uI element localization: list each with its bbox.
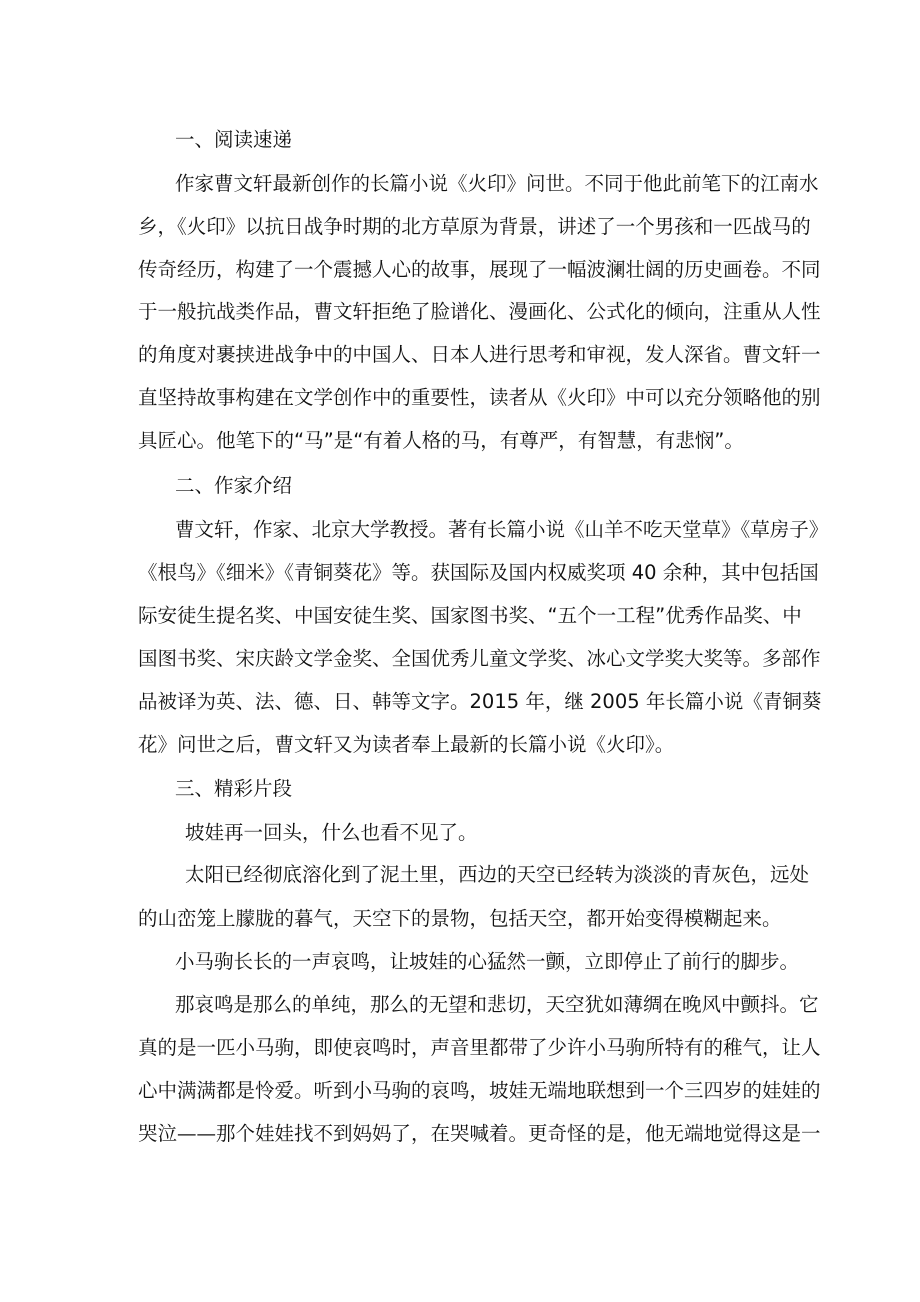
excerpt-line-7: 心中满满都是怜爱。听到小马驹的哀鸣，坡娃无端地联想到一个三四岁的娃娃的 (138, 1079, 821, 1102)
section3-heading: 三、精彩片段 (175, 777, 293, 800)
excerpt-line-3: 的山峦笼上朦胧的暮气，天空下的景物，包括天空，都开始变得模糊起来。 (138, 907, 782, 930)
section2-line-3: 际安徒生提名奖、中国安徒生奖、国家图书奖、“五个一工程”优秀作品奖、中 (138, 604, 802, 627)
section1-line-4: 于一般抗战类作品，曹文轩拒绝了脸谱化、漫画化、公式化的倾向，注重从人性 (138, 300, 821, 323)
excerpt-line-1: 坡娃再一回头，什么也看不见了。 (185, 821, 478, 844)
section1-line-7: 具匠心。他笔下的“马”是“有着人格的马，有尊严，有智慧，有悲悯”。 (138, 429, 744, 452)
excerpt-line-5: 那哀鸣是那么的单纯，那么的无望和悲切，天空犹如薄绸在晚风中颤抖。它 (175, 993, 819, 1016)
section1-line-1: 作家曹文轩最新创作的长篇小说《火印》问世。不同于他此前笔下的江南水 (175, 172, 819, 195)
section2-line-2: 《根鸟》《细米》《青铜葵花》等。获国际及国内权威奖项 40 余种，其中包括国 (138, 561, 819, 584)
section1-line-2: 乡，《火印》以抗日战争时期的北方草原为背景，讲述了一个男孩和一匹战马的 (138, 215, 811, 238)
section2-line-6: 花》问世之后，曹文轩又为读者奉上最新的长篇小说《火印》。 (138, 733, 675, 756)
excerpt-line-4: 小马驹长长的一声哀鸣，让坡娃的心猛然一颤，立即停止了前行的脚步。 (175, 950, 800, 973)
section1-heading: 一、阅读速递 (175, 128, 293, 151)
section1-line-3: 传奇经历，构建了一个震撼人心的故事，展现了一幅波澜壮阔的历史画卷。不同 (138, 258, 821, 281)
section2-line-4: 国图书奖、宋庆龄文学金奖、全国优秀儿童文学奖、冰心文学奖大奖等。多部作 (138, 647, 821, 670)
excerpt-line-6: 真的是一匹小马驹，即使哀鸣时，声音里都带了少许小马驹所特有的稚气，让人 (138, 1036, 821, 1059)
section2-line-1: 曹文轩，作家、北京大学教授。著有长篇小说《山羊不吃天堂草》《草房子》 (175, 518, 829, 541)
section1-line-5: 的角度对裹挟进战争中的中国人、日本人进行思考和审视，发人深省。曹文轩一 (138, 343, 821, 366)
section2-line-5: 品被译为英、法、德、日、韩等文字。2015 年，继 2005 年长篇小说《青铜葵 (138, 690, 822, 713)
excerpt-line-2: 太阳已经彻底溶化到了泥土里，西边的天空已经转为淡淡的青灰色，远处 (185, 863, 810, 886)
excerpt-line-8: 哭泣——那个娃娃找不到妈妈了，在哭喊着。更奇怪的是，他无端地觉得这是一 (138, 1122, 821, 1145)
section1-line-6: 直坚持故事构建在文学创作中的重要性，读者从《火印》中可以充分领略他的别 (138, 386, 821, 409)
section2-heading: 二、作家介绍 (175, 474, 293, 497)
